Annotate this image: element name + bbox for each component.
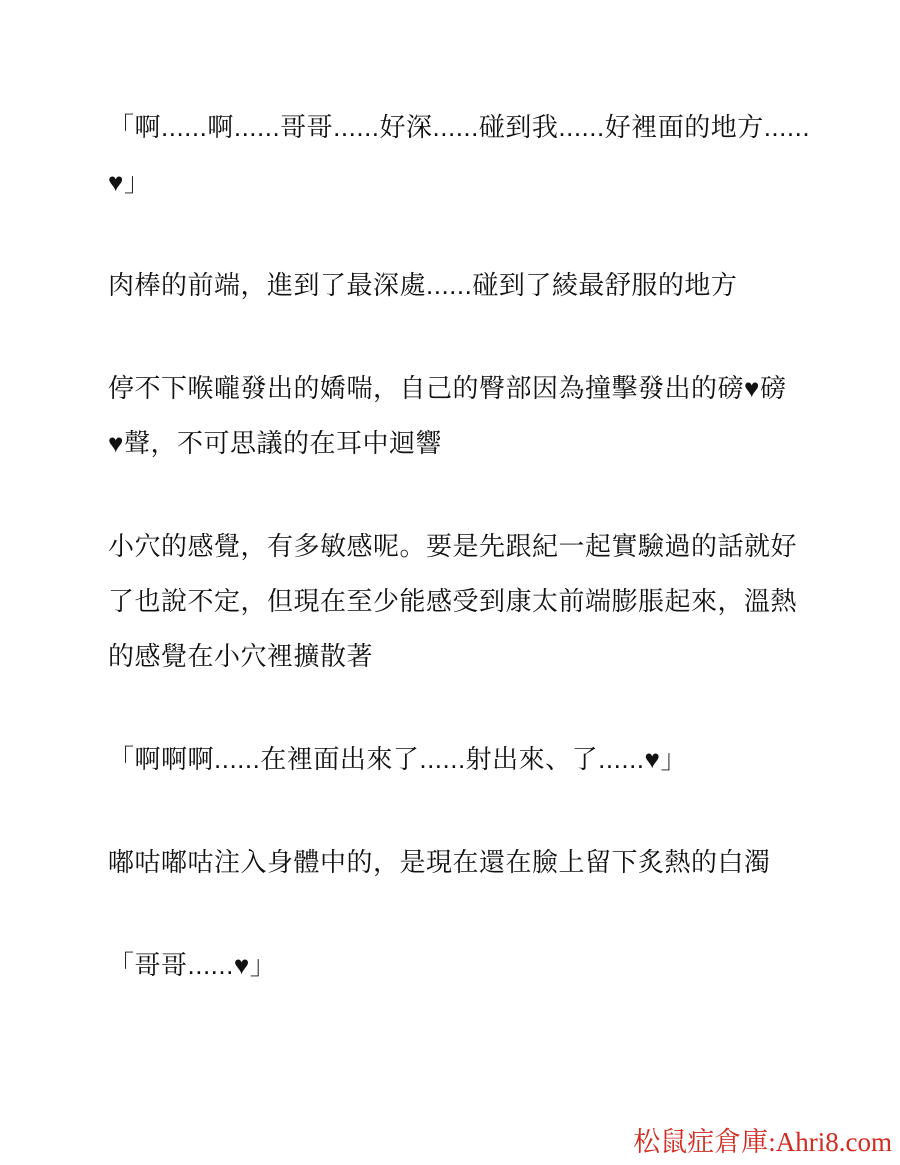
text-line: 小穴的感覺，有多敏感呢。要是先跟紀一起實驗過的話就好 bbox=[108, 531, 798, 561]
paragraph bbox=[108, 100, 811, 210]
paragraph bbox=[108, 258, 808, 313]
text-line: ♥聲，不可思議的在耳中迴響 bbox=[108, 428, 442, 458]
text-line: 「啊啊啊......在裡面出來了......射出來、了......♥」 bbox=[108, 744, 687, 774]
text-content bbox=[108, 100, 811, 1041]
paragraph bbox=[108, 938, 808, 993]
text-line: 停不下喉嚨發出的嬌喘，自己的臀部因為撞擊發出的磅♥磅 bbox=[108, 373, 787, 403]
text-line: 肉棒的前端，進到了最深處......碰到了綾最舒服的地方 bbox=[108, 270, 738, 300]
paragraph bbox=[108, 519, 808, 684]
text-line: 的感覺在小穴裡擴散著 bbox=[108, 641, 374, 671]
watermark: 松鼠症倉庫:Ahri8.com bbox=[633, 1127, 892, 1157]
text-line: 了也說不定，但現在至少能感受到康太前端膨脹起來，溫熱 bbox=[108, 586, 798, 616]
text-line: 嘟咕嘟咕注入身體中的，是現在還在臉上留下炙熱的白濁 bbox=[108, 847, 771, 877]
text-line: ♥」 bbox=[108, 167, 151, 197]
paragraph bbox=[108, 732, 808, 787]
paragraph bbox=[108, 361, 808, 471]
text-line: 「啊......啊......哥哥......好深......碰到我......好裡面的地方...... bbox=[108, 112, 811, 142]
text-line: 「哥哥......♥」 bbox=[108, 950, 277, 980]
paragraph bbox=[108, 835, 808, 890]
